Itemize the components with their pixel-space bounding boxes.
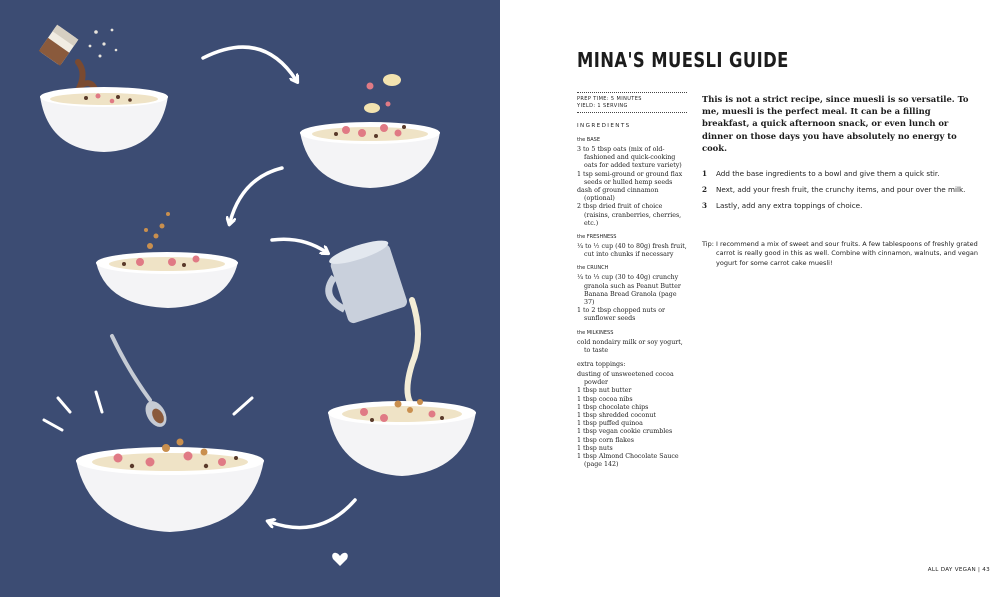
prep-time: PREP TIME: 5 MINUTES (577, 96, 642, 102)
ingredients-heading: INGREDIENTS (577, 123, 631, 129)
page-title: MINA'S MUESLI GUIDE (577, 48, 789, 72)
intro-paragraph: This is not a strict recipe, since muesli is so versatile. To me, muesli is the perfect meal. It can be a filling breakfast, a quick afternoon snack, or even lunch or dinner on those days you have absolutely no energy to cook. (702, 94, 969, 153)
ingredient-item: 1 tbsp nuts (577, 444, 613, 452)
ingredient-item: cold nondairy milk or soy yogurt, to taste (577, 338, 683, 354)
section-heading-crunch: the CRUNCH (577, 265, 609, 272)
ingredient-item: 1 to 2 tbsp chopped nuts or sunflower seeds (577, 307, 666, 323)
ingredient-item: 1 tbsp puffed quinoa (577, 420, 643, 428)
step-item (702, 184, 970, 195)
bowl-2 (300, 74, 440, 188)
arrow-2 (230, 168, 282, 222)
bowl-3 (96, 212, 238, 308)
step-item (702, 168, 970, 179)
tip-paragraph: Tip: I recommend a mix of sweet and sour fruits. A few tablespoons of freshly grated carrot is really good in this as well. Combine with cinnamon, walnuts, and vegan yogurt for some carrot cake muesli! (702, 240, 978, 267)
yield: YIELD: 1 SERVING (577, 102, 628, 109)
arrow-1 (203, 47, 296, 80)
ingredient-item: dash of ground cinnamon (optional) (577, 187, 659, 203)
bowl-5 (76, 439, 264, 533)
step-number: 3 (702, 201, 708, 210)
ingredient-item: 1 tbsp corn flakes (577, 436, 634, 444)
bowl-4 (328, 399, 476, 476)
recipe-page (500, 0, 1000, 597)
divider (577, 92, 687, 93)
ingredient-item: ¼ to ½ cup (40 to 80g) fresh fruit, cut into chunks if necessary (577, 243, 687, 259)
step-item (702, 200, 970, 211)
ingredient-item: 1 tbsp vegan cookie crumbles (577, 428, 673, 436)
arrow-4 (270, 500, 355, 528)
step-number: 1 (702, 169, 708, 178)
steps-list (702, 168, 970, 216)
ingredient-item: 1 tbsp Almond Chocolate Sauce (page 142) (577, 453, 679, 469)
ingredient-item: 2 tbsp dried fruit of choice (raisins, cranberries, cherries, etc.) (577, 203, 682, 227)
bowl-1 (40, 87, 168, 152)
step-text: Add the base ingredients to a bowl and give them a quick stir. (716, 169, 940, 178)
heart-icon (332, 553, 348, 566)
ingredient-item: 1 tbsp shredded coconut (577, 412, 656, 420)
section-heading-extra: extra toppings: (577, 361, 626, 369)
section-heading-freshness: the FRESHNESS (577, 234, 617, 241)
ingredient-item: 1 tbsp nut butter (577, 387, 632, 395)
spoon (112, 336, 171, 431)
ingredient-item: 1 tsp semi-ground or ground flax seeds or hulled hemp seeds (577, 170, 683, 186)
ingredients-column (577, 92, 687, 470)
step-number: 2 (702, 185, 708, 194)
ingredient-item: ¼ to ⅓ cup (30 to 40g) crunchy granola such as Peanut Butter Banana Bread Granola (page 37) (577, 274, 681, 307)
divider (577, 112, 687, 113)
section-heading-base: the BASE (577, 137, 600, 143)
arrow-3 (272, 239, 326, 252)
ingredient-item: 3 to 5 tbsp oats (mix of old-fashioned and quick-cooking oats for added texture variety) (577, 146, 682, 170)
section-heading-milkiness: the MILKINESS (577, 329, 614, 336)
ingredient-item: 1 tbsp chocolate chips (577, 403, 649, 411)
step-text: Lastly, add any extra toppings of choice. (716, 201, 863, 210)
ingredient-item: 1 tbsp cocoa nibs (577, 395, 633, 403)
milk-pitcher (318, 236, 409, 328)
page-footer: ALL DAY VEGAN | 43 (927, 567, 990, 573)
step-text: Next, add your fresh fruit, the crunchy items, and pour over the milk. (716, 185, 966, 194)
cinnamon-shaker (39, 25, 79, 66)
prep-info (577, 96, 687, 109)
ingredient-item: dusting of unsweetened cocoa powder (577, 371, 674, 387)
